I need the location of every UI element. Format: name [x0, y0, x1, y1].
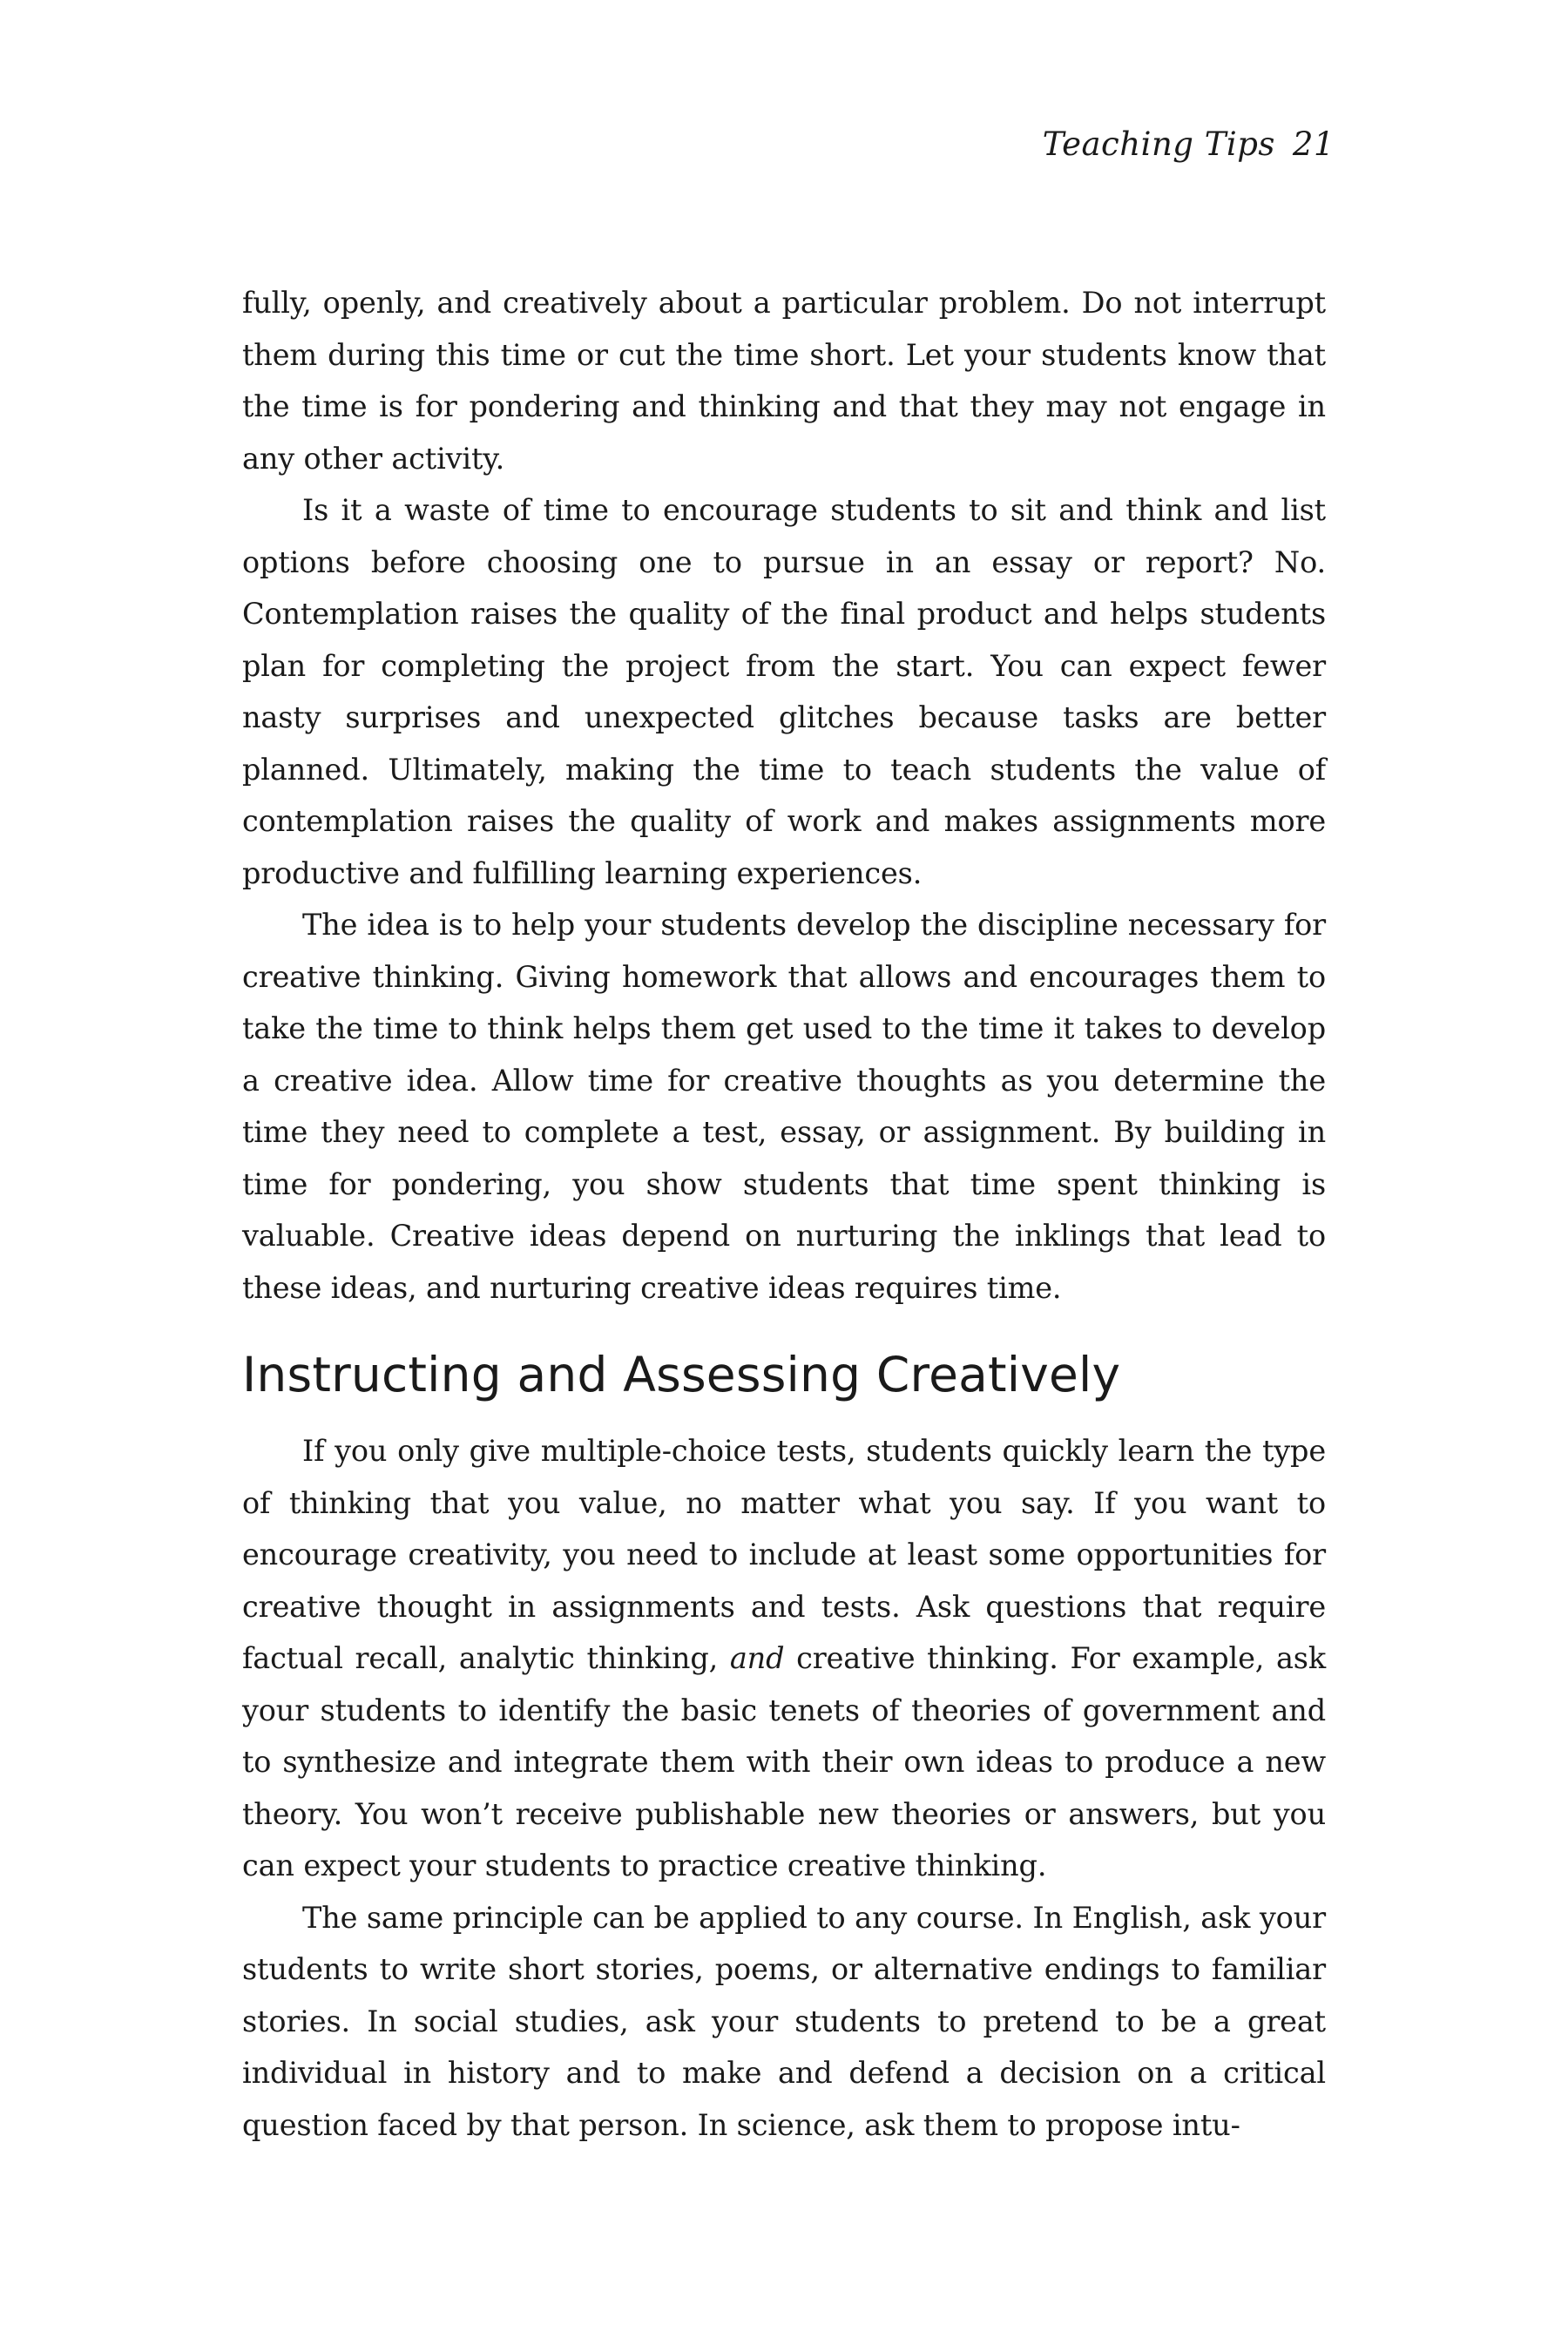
section-heading: Instructing and Assessing Creatively: [242, 1347, 1121, 1402]
body-text-section-1: [242, 277, 1326, 1314]
paragraph: [242, 1425, 1326, 1892]
paragraph: The same principle can be applied to any course. In English, ask your students to write short stories, poems, or alternative endings to familiar stories. In social studies, ask your students to pretend to be a great individual in history and to make and defend a decision on a critical question faced by that person. In science, ask them to propose intu-: [242, 1900, 1326, 2142]
page-number: 21: [1292, 125, 1335, 163]
paragraph-text: If you only give multiple-choice tests, students quickly learn the type of thinking that you value, no matter what you say. If you want to encourage creativity, you need to include at least some opportunities for creative thought in assignments and tests. Ask questions that require factual recall, analytic thinking,: [242, 1434, 1326, 1675]
running-head: [1043, 125, 1335, 163]
emphasis-text: and: [729, 1641, 785, 1675]
paragraph: Is it a waste of time to encourage students to sit and think and list options before choosing one to pursue in an essay or report? No. Contemplation raises the quality of the final product and helps students plan for completing the project from the start. You can expect fewer nasty surprises and unexpected glitches because tasks are better planned. Ultimately, making the time to teach students the value of contemplation raises the quality of work and makes assignments more productive and fulfilling learning experiences.: [242, 493, 1326, 890]
paragraph: The idea is to help your students develop the discipline necessary for creative thinking. Giving homework that allows and encourages them to take the time to think helps them get used to the time it takes to develop a creative idea. Allow time for creative thoughts as you determine the time they need to complete a test, essay, or assignment. By building in time for pondering, you show students that time spent thinking is valuable. Creative ideas depend on nurturing the inklings that lead to these ideas, and nurturing creative ideas requires time.: [242, 908, 1326, 1305]
running-title: Teaching Tips: [1042, 125, 1275, 163]
body-text-section-2: [242, 1425, 1326, 2151]
paragraph: fully, openly, and creatively about a particular problem. Do not interrupt them during this time or cut the time short. Let your students know that the time is for pondering and thinking and that they may not engage in any other activity.: [242, 286, 1326, 476]
paragraph-text: creative thinking. For example, ask your students to identify the basic tenets of theories of government and to synthesize and integrate them with their own ideas to produce a new theory. You won’t receive publishable new theories or answers, but you can expect your students to practice creative thinking.: [242, 1641, 1326, 1882]
